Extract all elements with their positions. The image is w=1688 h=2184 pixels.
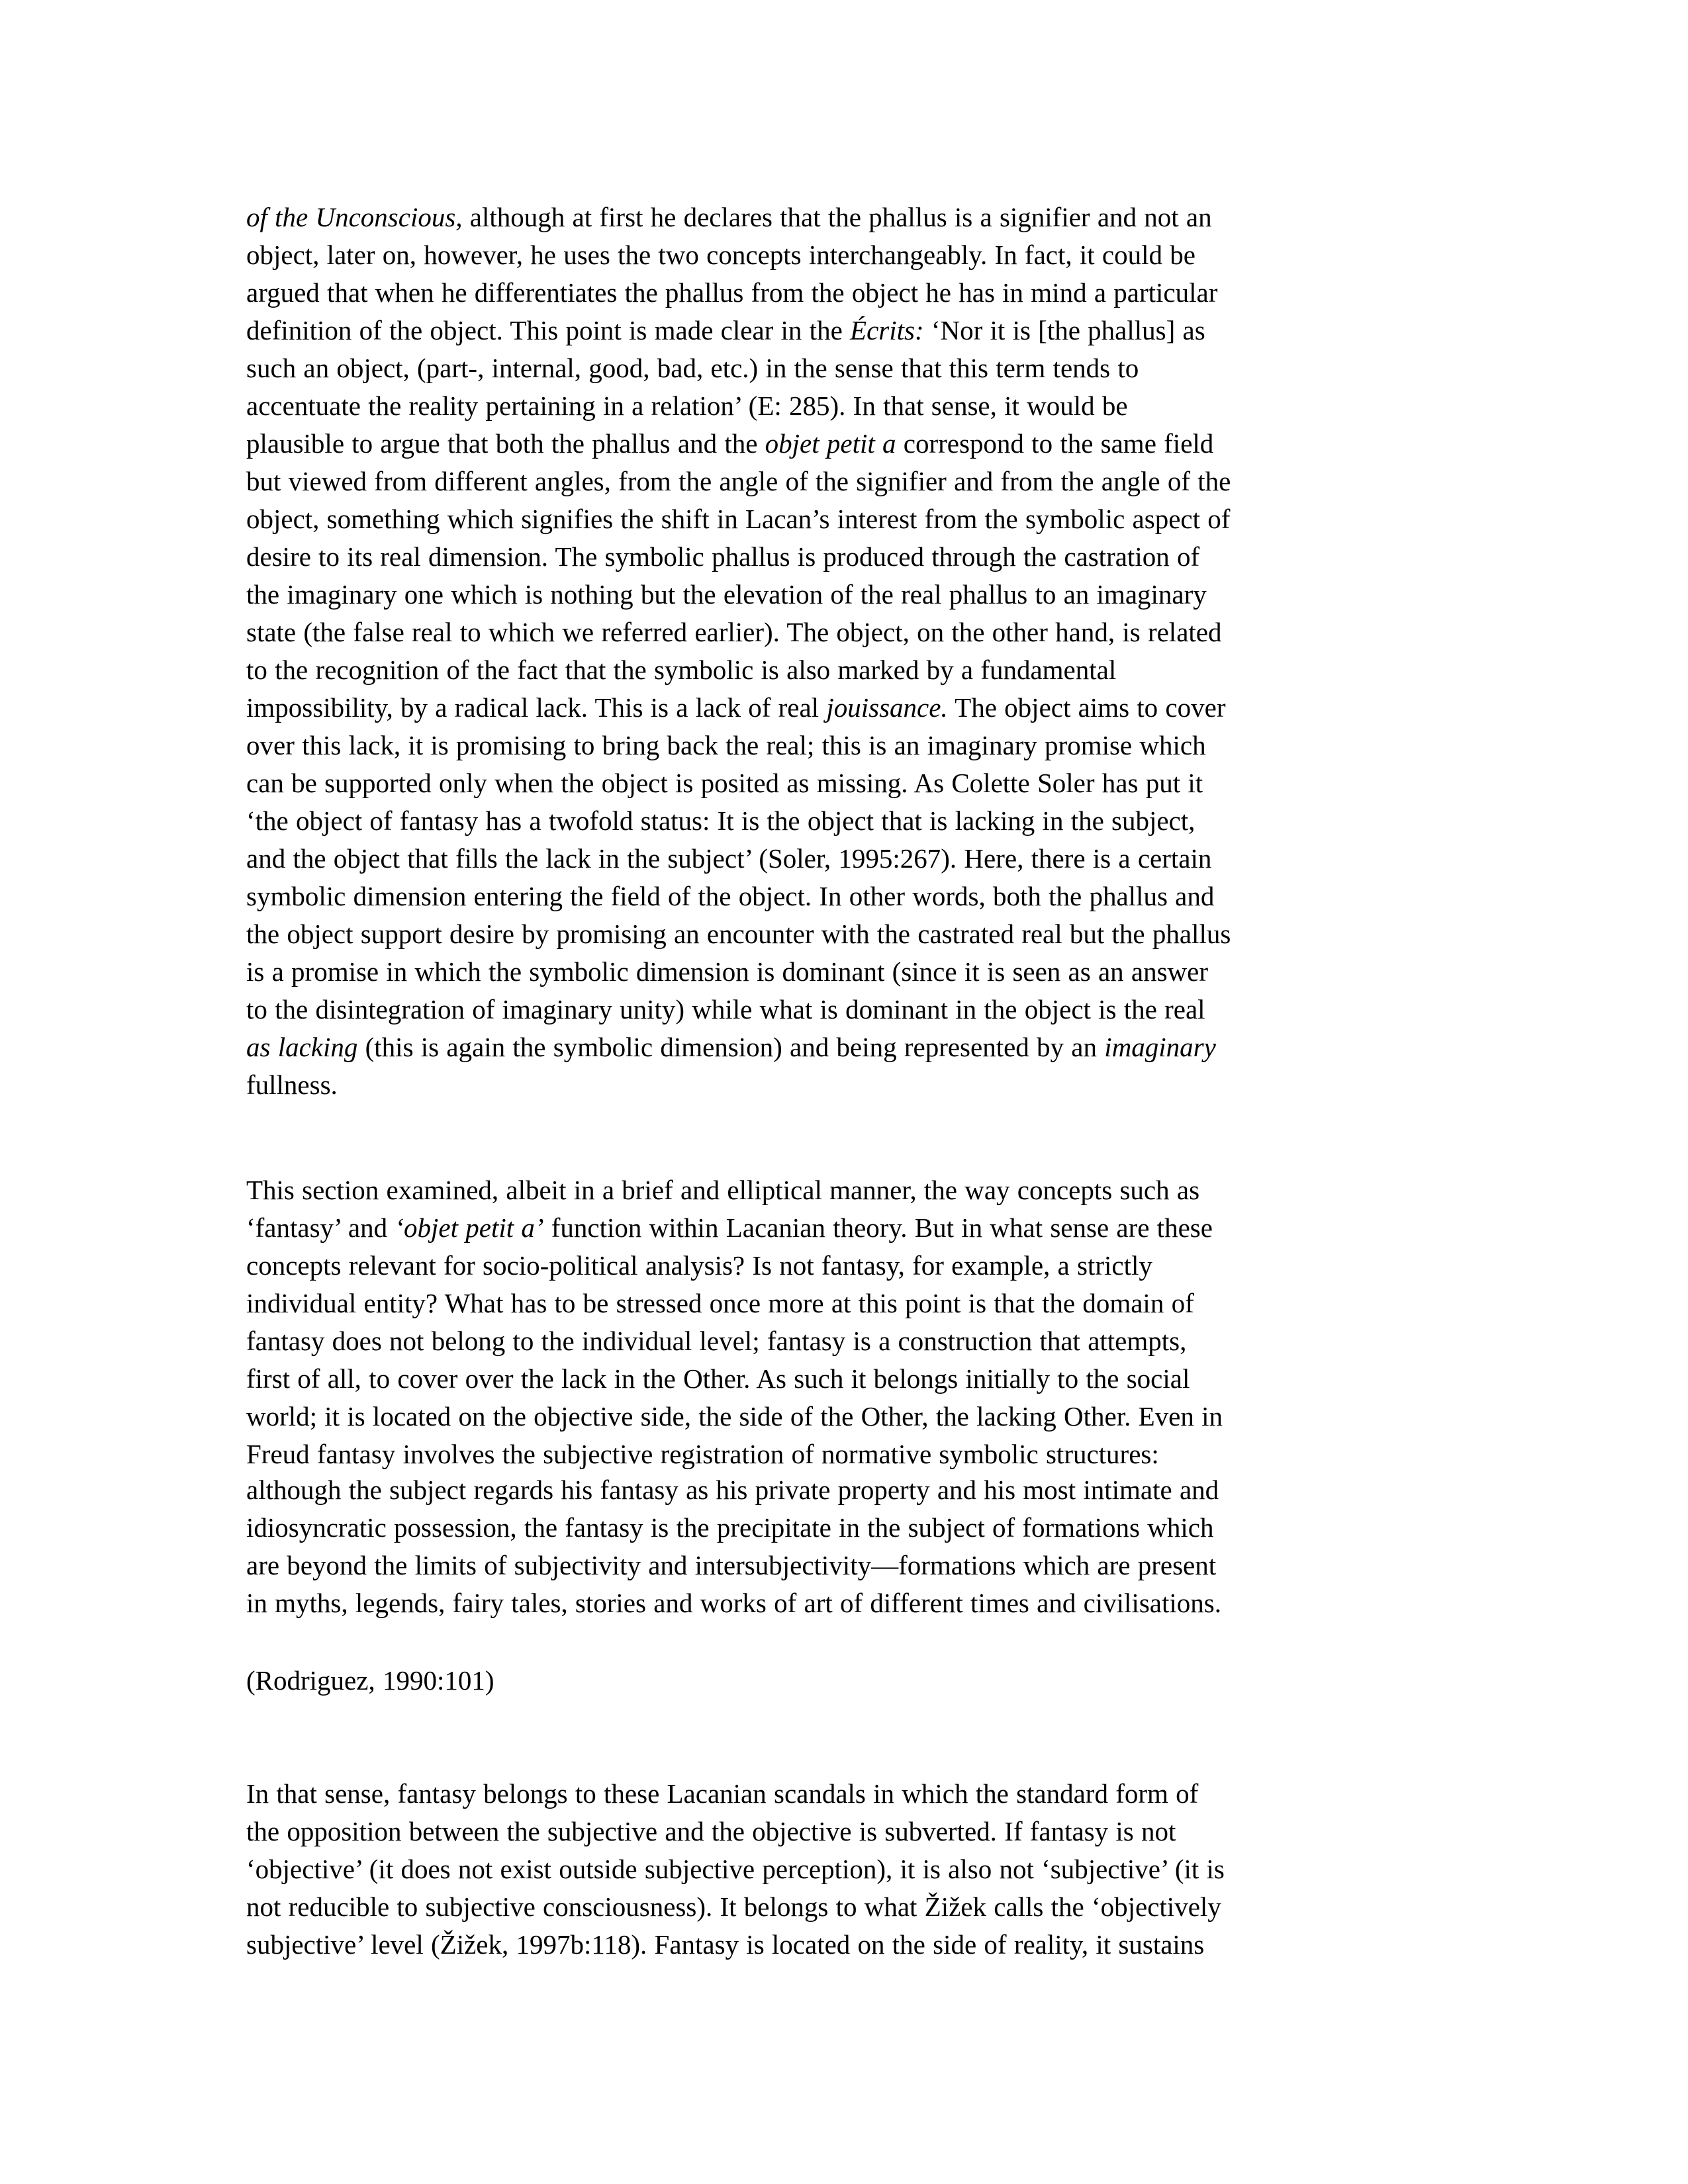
block-quote-rodriguez bbox=[246, 1471, 1438, 1622]
text-line bbox=[246, 387, 1438, 425]
text-line bbox=[246, 840, 1438, 878]
text-line bbox=[246, 651, 1438, 689]
text-run: ‘objective’ (it does not exist outside subjective perception), it is also not ‘subjective’ (it is bbox=[246, 1854, 1225, 1884]
text-run: state (the false real to which we referred earlier). The object, on the other hand, is related bbox=[246, 617, 1222, 647]
text-line bbox=[246, 576, 1438, 614]
text-run: to the recognition of the fact that the symbolic is also marked by a fundamental bbox=[246, 655, 1117, 685]
text-line bbox=[246, 274, 1438, 312]
text-line bbox=[246, 1171, 1438, 1209]
text-run: first of all, to cover over the lack in the Other. As such it belongs initially to the social bbox=[246, 1363, 1190, 1394]
text-line bbox=[246, 500, 1438, 538]
text-run: function within Lacanian theory. But in what sense are these bbox=[543, 1212, 1213, 1243]
text-run: object, something which signifies the shift in Lacan’s interest from the symbolic aspect of bbox=[246, 504, 1231, 534]
text-run: ‘Nor it is [the phallus] as bbox=[923, 315, 1205, 345]
text-line bbox=[246, 802, 1438, 840]
text-line bbox=[246, 1247, 1438, 1285]
text-line bbox=[246, 915, 1438, 953]
text-line bbox=[246, 312, 1438, 349]
text-line bbox=[246, 1066, 1438, 1104]
text-run: fantasy does not belong to the individual level; fantasy is a construction that attempts, bbox=[246, 1326, 1187, 1356]
text-run: and the object that fills the lack in the subject’ (Soler, 1995:267). Here, there is a certain bbox=[246, 843, 1212, 874]
italic-text: jouissance. bbox=[826, 692, 948, 723]
text-line bbox=[246, 878, 1438, 915]
text-line bbox=[246, 1850, 1438, 1888]
text-run: in myths, legends, fairy tales, stories and works of art of different times and civilisations. bbox=[246, 1588, 1221, 1618]
text-line bbox=[246, 1888, 1438, 1926]
text-line bbox=[246, 764, 1438, 802]
text-run: The object aims to cover bbox=[947, 692, 1226, 723]
text-line bbox=[246, 425, 1438, 463]
text-run: the opposition between the subjective and the objective is subverted. If fantasy is not bbox=[246, 1816, 1176, 1846]
text-run: accentuate the reality pertaining in a relation’ (E: 285). In that sense, it would be bbox=[246, 390, 1128, 421]
text-run: argued that when he differentiates the phallus from the object he has in mind a particular bbox=[246, 277, 1218, 308]
text-run: fullness. bbox=[246, 1069, 338, 1100]
text-line bbox=[246, 1285, 1438, 1322]
text-run: although at first he declares that the phallus is a signifier and not an bbox=[462, 202, 1212, 232]
text-run: ‘fantasy’ and bbox=[246, 1212, 395, 1243]
text-run: ‘the object of fantasy has a twofold status: It is the object that is lacking in the subject, bbox=[246, 805, 1196, 836]
italic-text: ‘objet petit a’ bbox=[395, 1212, 544, 1243]
text-line bbox=[246, 953, 1438, 991]
paragraph-phallus-object bbox=[246, 199, 1438, 1104]
text-line bbox=[246, 1813, 1438, 1850]
text-line bbox=[246, 1926, 1438, 1964]
text-run: subjective’ level (Žižek, 1997b:118). Fantasy is located on the side of reality, it sustains bbox=[246, 1929, 1205, 1960]
text-line bbox=[246, 614, 1438, 651]
text-run: impossibility, by a radical lack. This is a lack of real bbox=[246, 692, 827, 723]
text-run: In that sense, fantasy belongs to these Lacanian scandals in which the standard form of bbox=[246, 1778, 1199, 1809]
text-line bbox=[246, 349, 1438, 387]
text-line bbox=[246, 1509, 1438, 1547]
text-line bbox=[246, 1322, 1438, 1360]
text-run: plausible to argue that both the phallus and the bbox=[246, 428, 765, 459]
paragraph-lacanian-scandals bbox=[246, 1775, 1438, 1964]
text-line bbox=[246, 1584, 1438, 1622]
text-line bbox=[246, 727, 1438, 764]
text-line bbox=[246, 689, 1438, 727]
text-line bbox=[246, 991, 1438, 1028]
text-line bbox=[246, 1360, 1438, 1398]
text-line bbox=[246, 1547, 1438, 1584]
text-run: can be supported only when the object is posited as missing. As Colette Soler has put it bbox=[246, 768, 1203, 798]
text-run: This section examined, albeit in a brief and elliptical manner, the way concepts such as bbox=[246, 1175, 1200, 1205]
text-line bbox=[246, 1398, 1438, 1435]
text-run: definition of the object. This point is made clear in the bbox=[246, 315, 851, 345]
text-line bbox=[246, 1209, 1438, 1247]
text-run: are beyond the limits of subjectivity and intersubjectivity—formations which are present bbox=[246, 1550, 1217, 1580]
paragraph-fantasy-section bbox=[246, 1171, 1438, 1473]
text-run: the imaginary one which is nothing but the elevation of the real phallus to an imaginary bbox=[246, 579, 1207, 610]
text-line bbox=[246, 199, 1438, 236]
text-line bbox=[246, 1662, 1438, 1700]
text-run: to the disintegration of imaginary unity) while what is dominant in the object is the real bbox=[246, 994, 1205, 1024]
text-line bbox=[246, 1775, 1438, 1813]
text-run: but viewed from different angles, from the angle of the signifier and from the angle of the bbox=[246, 466, 1231, 496]
text-run: (this is again the symbolic dimension) and being represented by an bbox=[357, 1032, 1105, 1062]
text-run: such an object, (part-, internal, good, bad, etc.) in the sense that this term tends to bbox=[246, 353, 1139, 383]
text-run: although the subject regards his fantasy as his private property and his most intimate and bbox=[246, 1475, 1219, 1505]
text-run: Freud fantasy involves the subjective registration of normative symbolic structures: bbox=[246, 1439, 1159, 1469]
text-line bbox=[246, 236, 1438, 274]
citation-rodriguez bbox=[246, 1662, 1438, 1700]
text-run: desire to its real dimension. The symbolic phallus is produced through the castration of bbox=[246, 541, 1200, 572]
text-run: (Rodriguez, 1990:101) bbox=[246, 1665, 494, 1696]
italic-text: of the Unconscious, bbox=[246, 202, 463, 232]
italic-text: imaginary bbox=[1104, 1032, 1216, 1062]
text-run: not reducible to subjective consciousness). It belongs to what Žižek calls the ‘objectively bbox=[246, 1891, 1221, 1922]
text-run: is a promise in which the symbolic dimension is dominant (since it is seen as an answer bbox=[246, 956, 1209, 987]
text-run: concepts relevant for socio-political analysis? Is not fantasy, for example, a strictly bbox=[246, 1250, 1152, 1281]
text-run: world; it is located on the objective side, the side of the Other, the lacking Other. Even in bbox=[246, 1401, 1223, 1432]
text-run: over this lack, it is promising to bring back the real; this is an imaginary promise which bbox=[246, 730, 1206, 760]
italic-text: as lacking bbox=[246, 1032, 358, 1062]
text-line bbox=[246, 1028, 1438, 1066]
text-line bbox=[246, 1435, 1438, 1473]
text-run: idiosyncratic possession, the fantasy is the precipitate in the subject of formations which bbox=[246, 1512, 1214, 1543]
text-line bbox=[246, 538, 1438, 576]
text-run: the object support desire by promising an encounter with the castrated real but the phallus bbox=[246, 919, 1231, 949]
text-run: individual entity? What has to be stressed once more at this point is that the domain of bbox=[246, 1288, 1194, 1318]
text-run: object, later on, however, he uses the two concepts interchangeably. In fact, it could be bbox=[246, 240, 1196, 270]
text-run: correspond to the same field bbox=[896, 428, 1214, 459]
text-run: symbolic dimension entering the field of the object. In other words, both the phallus and bbox=[246, 881, 1215, 911]
italic-text: objet petit a bbox=[765, 428, 896, 459]
italic-text: Écrits: bbox=[850, 315, 924, 345]
text-line bbox=[246, 463, 1438, 500]
text-line bbox=[246, 1471, 1438, 1509]
